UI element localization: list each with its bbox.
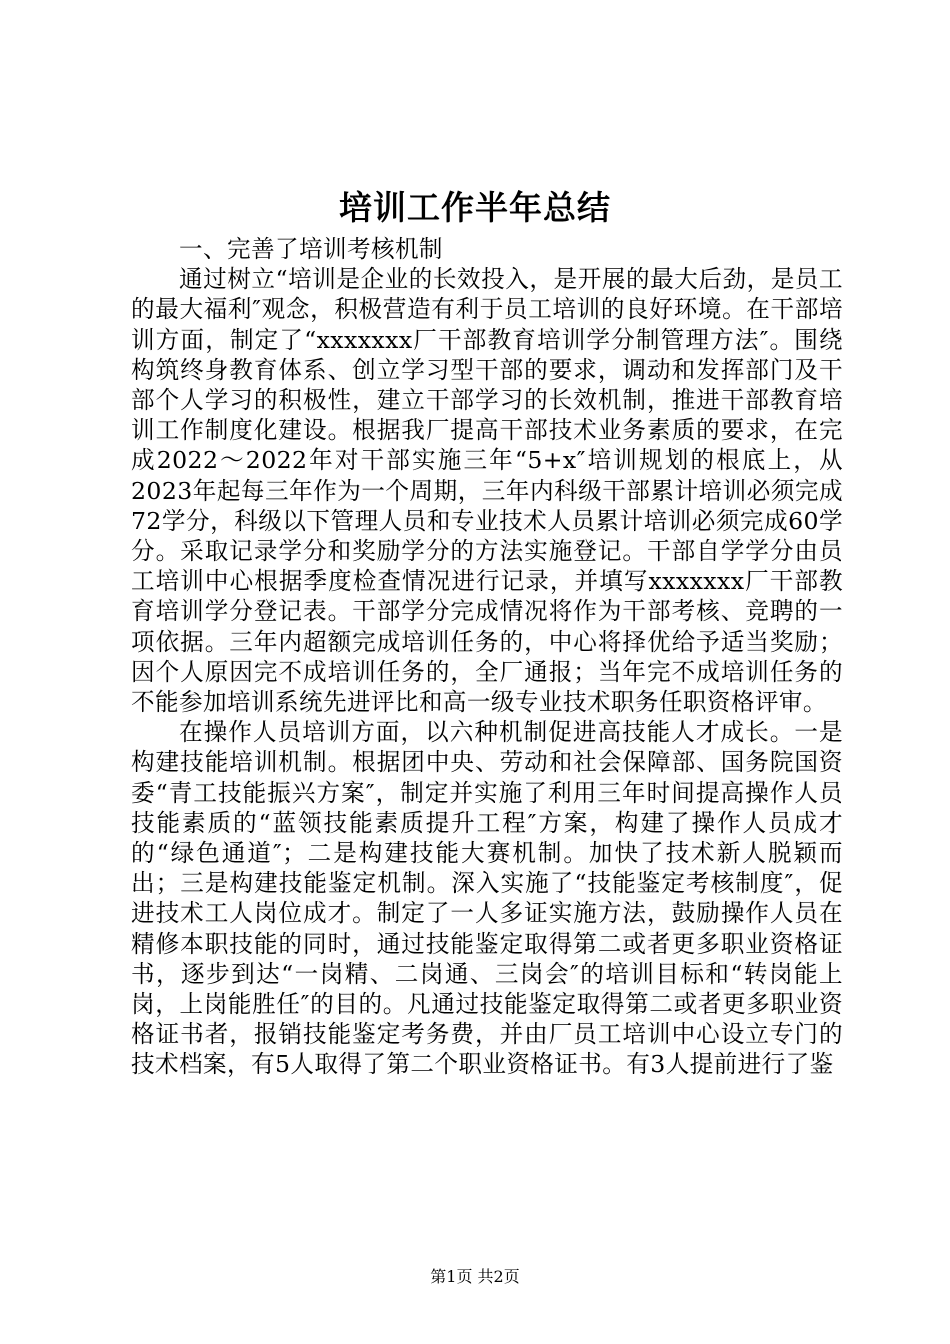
paragraph-1: 通过树立“培训是企业的长效投入，是开展的最大后劲，是员工的最大福利″观念，积极营造有利于员工培训的良好环境。在干部培训方面，制定了“xxxxxxx厂干部教育培训学分制管理方法″。围绕构筑终身教育体系、创立学习型干部的要求，调动和发挥部门及干部个人学习的积极性，建立干部学习的长效机制，推进干部教育培训工作制度化建设。根据我厂提高干部技术业务素质的要求，在完成2022～2022年对干部实施三年“5+x″培训规划的根底上，从2023年起每三年作为一个周期，三年内科级干部累计培训必须完成72学分，科级以下管理人员和专业技术人员累计培训必须完成60学分。采取记录学分和奖励学分的方法实施登记。干部自学学分由员工培训中心根据季度检查情况进行记录，并填写xxxxxxx厂干部教育培训学分登记表。干部学分完成情况将作为干部考核、竞聘的一项依据。三年内超额完成培训任务的，中心将择优给予适当奖励；因个人原因完不成培训任务的，全厂通报；当年完不成培训任务的不能参加培训系统先进评比和高一级专业技术职务任职资格评审。 — [131, 265, 843, 717]
paragraph-2: 在操作人员培训方面，以六种机制促进高技能人才成长。一是构建技能培训机制。根据团中央、劳动和社会保障部、国务院国资委“青工技能振兴方案″，制定并实施了利用三年时间提高操作人员技能素质的“蓝领技能素质提升工程″方案，构建了操作人员成才的“绿色通道″；二是构建技能大赛机制。加快了技术新人脱颖而出；三是构建技能鉴定机制。深入实施了“技能鉴定考核制度″，促进技术工人岗位成才。制定了一人多证实施方法，鼓励操作人员在精修本职技能的同时，通过技能鉴定取得第二或者更多职业资格证书，逐步到达“一岗精、二岗通、三岗会″的培训目标和“转岗能上岗，上岗能胜任″的目的。凡通过技能鉴定取得第二或者更多职业资格证书者，报销技能鉴定考务费，并由厂员工培训中心设立专门的技术档案，有5人取得了第二个职业资格证书。有3人提前进行了鉴 — [131, 718, 843, 1079]
page-footer: 第1页 共2页 — [430, 1267, 520, 1286]
document-title: 培训工作半年总结 — [339, 188, 611, 227]
section-heading: 一、完善了培训考核机制 — [179, 235, 443, 263]
document-body — [131, 234, 843, 1080]
